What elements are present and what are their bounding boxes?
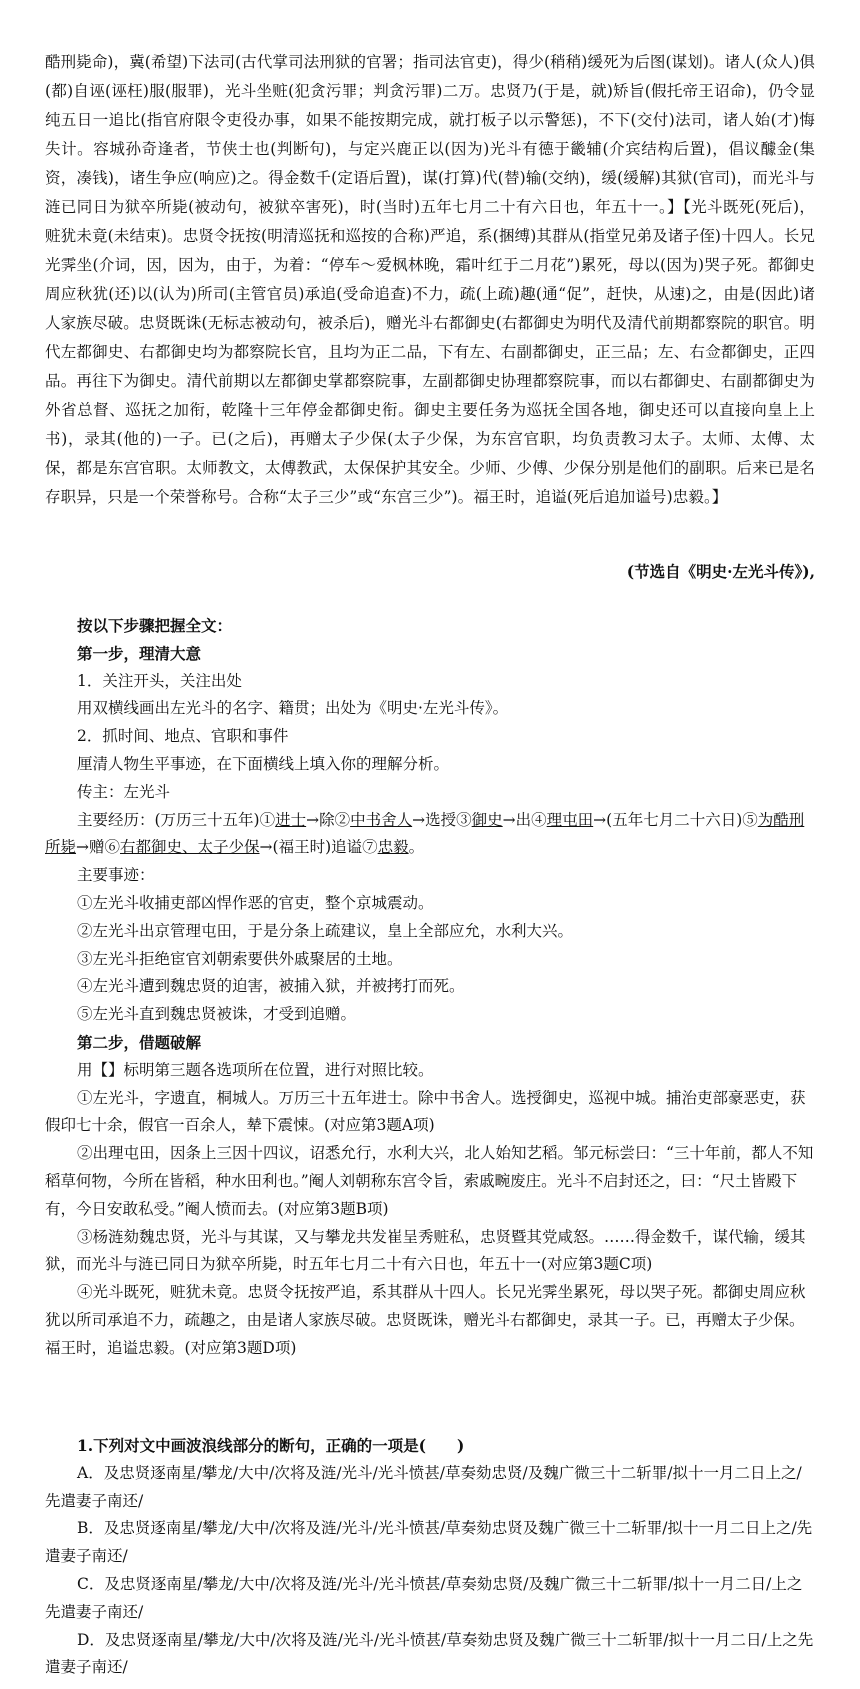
career-arrow-3: →出④ [502, 810, 547, 829]
item1-title: 1．关注开头，关注出处 [77, 671, 242, 690]
career-blank-5: 为酷刑所毙 [45, 810, 805, 857]
career-arrow-5: →赠⑥ [76, 838, 121, 857]
deed-item: ⑤左光斗直到魏忠贤被诛，才受到追赠。 [77, 1005, 357, 1024]
deed-item: ④左光斗遭到魏忠贤的迫害，被捕入狱，并被拷打而死。 [77, 977, 465, 996]
item1-text: 用双横线画出左光斗的名字、籍贯；出处为《明史·左光斗传》。 [77, 699, 509, 718]
reading-steps-section [45, 612, 817, 1363]
career-arrow-1: →除② [306, 810, 351, 829]
deed-item: ③左光斗拒绝宦官刘朝索要供外戚聚居的土地。 [77, 949, 403, 968]
deeds-title: 主要事迹： [77, 866, 155, 885]
option-a: A．及忠贤逐南星/攀龙/大中/次将及涟/光斗/光斗愤甚/草奏劾忠贤/及魏广微三十二斩罪/拟十一月二日上之/先遣妻子南还/ [45, 1463, 802, 1510]
deed-item: ②左光斗出京管理屯田，于是分条上疏建议，皇上全部应允，水利大兴。 [77, 921, 574, 940]
source-citation: (节选自《明史·左光斗传》), [626, 562, 815, 581]
career-arrow-2: →选授③ [412, 810, 472, 829]
career-blank-3: 御史 [471, 810, 503, 829]
comparison-paragraph: ②出理屯田，因条上三因十四议，诏悉允行，水利大兴，北人始知艺稻。邹元标尝曰：“三十年前，都人不知稻草何物，今所在皆稻，种水田利也。”阉人刘朝称东宫令旨，索戚畹废庄。光斗不启封还之，曰：“尺土皆殿下有，今日安敢私受。”阉人愤而去。(对应第3题B项) [45, 1144, 814, 1218]
career-line [45, 807, 817, 863]
comparison-paragraph: ④光斗既死，赃犹未竟。忠贤令抚按严追，系其群从十四人。长兄光霁坐累死，母以哭子死。都御史周应秋犹以所司承追不力，疏趣之，由是诸人家族尽破。忠贤既诛，赠光斗右都御史，录其一子。已，再赠太子少保。福王时，追谥忠毅。(对应第3题D项) [45, 1283, 806, 1357]
step2-text: 用【】标明第三题各选项所在位置，进行对照比较。 [77, 1060, 434, 1079]
item2-text: 厘清人物生平事迹，在下面横线上填入你的理解分析。 [77, 754, 450, 773]
career-arrow-6: →(福王时)追谥⑦ [259, 838, 378, 857]
step1-title: 第一步，理清大意 [77, 643, 202, 663]
option-b: B．及忠贤逐南星/攀龙/大中/次将及涟/光斗/光斗愤甚/草奏劾忠贤及魏广微三十二斩罪/拟十一月二日上之/先遣妻子南还/ [45, 1519, 813, 1566]
career-blank-2: 中书舍人 [350, 810, 413, 829]
deed-item: ①左光斗收捕吏部凶悍作恶的官吏，整个京城震动。 [77, 893, 434, 912]
career-blank-6: 右都御史、太子少保 [120, 838, 260, 857]
career-blank-1: 进士 [275, 810, 307, 829]
protagonist-line: 传主：左光斗 [77, 782, 171, 801]
career-blank-4: 理屯田 [546, 810, 594, 829]
career-blank-7: 忠毅 [377, 838, 409, 857]
annotated-passage: 酷刑毙命)，冀(希望)下法司(古代掌司法刑狱的官署；指司法官吏)，得少(稍稍)缓死为后图(谋划)。诸人(众人)俱(都)自诬(诬枉)服(服罪)，光斗坐赃(犯贪污罪；判贪污罪)二万。忠贤乃(于是，就)矫旨(假托帝王诏命)，仍令显纯五日一追比(指官府限令吏役办事，如果不能按期完成，就打板子以示警惩)，不下(交付)法司，诸人始(才)悔失计。容城孙奇逢者，节侠士也(判断句)，与定兴鹿正以(因为)光斗有德于畿辅(介宾结构后置)，倡议醵金(集资，凑钱)，诸生争应(响应)之。得金数千(定语后置)，谋(打算)代(替)输(交纳)，缓(缓解)其狱(官司)，而光斗与涟已同日为狱卒所毙(被动句，被狱卒害死)，时(当时)五年七月二十有六日也，年五十一。】【光斗既死(死后)，赃犹未竟(未结束)。忠贤令抚按(明清巡抚和巡按的合称)严追，系(捆缚)其群从(指堂兄弟及诸子侄)十四人。长兄光霁坐(介词，因，因为，由于，为着：“停车～爱枫林晚，霜叶红于二月花”)累死，母以(因为)哭子死。都御史周应秋犹(还)以(认为)所司(主管官员)承追(受命追查)不力，疏(上疏)趣(通“促”，赶快，从速)之，由是(因此)诸人家族尽破。忠贤既诛(无标志被动句，被杀后)，赠光斗右都御史(右都御史为明代及清代前期都察院的职官。明代左都御史、右都御史均为都察院长官，且均为正二品，下有左、右副都御史，正三品；左、右佥都御史，正四品。再往下为御史。清代前期以左都御史掌都察院事，左副都御史协理都察院事，而以右都御史、右副都御史为外省总督、巡抚之加衔，乾隆十三年停金都御史衔。御史主要任务为巡抚全国各地，御史还可以直接向皇上上书)，录其(他的)一子。已(之后)，再赠太子少保(太子少保，为东宫官职，均负责教习太子。太师、太傅、太保，都是东宫官职。太师教文，太傅教武，太保保护其安全。少师、少傅、少保分别是他们的副职。后来已是名存职异，只是一个荣誉称号。合称“太子三少”或“东宫三少”)。福王时，追谥(死后追加谥号)忠毅。】 [45, 53, 815, 506]
item2-title: 2．抓时间、地点、官职和事件 [77, 727, 289, 746]
question-1 [45, 1432, 817, 1682]
comparison-paragraph: ③杨涟劾魏忠贤，光斗与其谋，又与攀龙共发崔呈秀赃私，忠贤暨其党咸怒。……得金数千，谋代输，缓其狱，而光斗与涟已同日为狱卒所毙，时五年七月二十有六日也，年五十一(对应第3题C项) [45, 1227, 806, 1274]
question-stem: 1.下列对文中画波浪线部分的断句，正确的一项是( ) [77, 1436, 465, 1455]
career-arrow-4: →(五年七月二十六日)⑤ [593, 810, 758, 829]
career-end: 。 [408, 838, 425, 857]
career-prefix: 主要经历：(万历三十五年)① [77, 810, 276, 829]
option-d: D．及忠贤逐南星/攀龙/大中/次将及涟/光斗/光斗愤甚/草奏劾忠贤及魏广微三十二斩罪/拟十一月二日/上之先遣妻子南还/ [45, 1630, 814, 1677]
step2-title: 第二步，借题破解 [77, 1032, 202, 1052]
steps-intro: 按以下步骤把握全文： [77, 616, 233, 635]
comparison-paragraph: ①左光斗，字遗直，桐城人。万历三十五年进士。除中书舍人。选授御史，巡视中城。捕治吏部豪恶吏，获假印七十余，假官一百余人，辇下震悚。(对应第3题A项) [45, 1088, 806, 1135]
option-c: C．及忠贤逐南星/攀龙/大中/次将及涟/光斗/光斗愤甚/草奏劾忠贤/及魏广微三十二斩罪/拟十一月二日/上之先遣妻子南还/ [45, 1574, 803, 1621]
